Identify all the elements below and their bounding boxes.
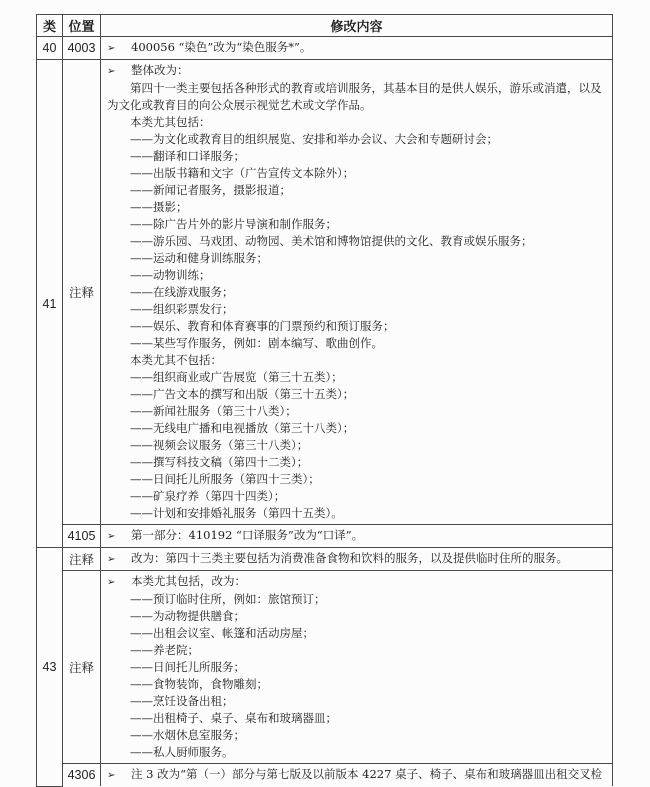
- content-line: ——私人厨师服务。: [130, 745, 234, 759]
- content-line: 第四十一类主要包括各种形式的教育或培训服务，其基本目的是供人娱乐，游乐或消遣，以及: [130, 81, 602, 95]
- position-cell: 注释: [63, 548, 101, 571]
- content-line: ——养老院；: [130, 643, 199, 657]
- content-line: [107, 766, 606, 784]
- content-line: ——为动物提供膳食；: [130, 609, 245, 623]
- arrow-bullet-icon: ➢: [107, 43, 116, 54]
- table-row: [37, 548, 613, 571]
- class-cell: 43: [37, 548, 63, 787]
- content-line: ——为文化或教育目的组织展览、安排和举办会议、大会和专题研讨会；: [130, 132, 498, 146]
- position-cell: 4105: [63, 525, 101, 548]
- class-cell: 41: [37, 60, 63, 548]
- table-header-row: [37, 15, 613, 37]
- content-line: ——运动和健身训练服务；: [130, 251, 268, 265]
- content-line-text: 改为：第四十三类主要包括为消费准备食物和饮料的服务，以及提供临时住所的服务。: [131, 551, 568, 565]
- content-line: ——计划和安排婚礼服务（第四十五类）。: [130, 506, 343, 520]
- table-row: [37, 764, 613, 787]
- table-row: [37, 525, 613, 548]
- content-line: ——新闻记者服务，摄影报道；: [130, 183, 291, 197]
- content-line: ——预订临时住所，例如：旅馆预订；: [130, 592, 326, 606]
- content-line-text: 整体改为：: [131, 63, 189, 77]
- content-cell: [101, 571, 613, 764]
- content-line: 本类尤其不包括：: [130, 353, 222, 367]
- content-line: ——撰写科技文稿（第四十二类）；: [130, 455, 309, 469]
- column-header-content: 修改内容: [101, 15, 613, 37]
- content-line: ——在线游戏服务；: [130, 285, 234, 299]
- arrow-bullet-icon: ➢: [107, 577, 116, 588]
- content-cell: [101, 60, 613, 525]
- content-line: ——出租会议室、帐篷和活动房屋；: [130, 626, 314, 640]
- column-header-position: 位置: [63, 15, 101, 37]
- content-line: ——水烟休息室服务；: [130, 728, 245, 742]
- position-cell: 4306: [63, 764, 101, 787]
- content-line: ——动物训练；: [130, 268, 211, 282]
- arrow-bullet-icon: ➢: [107, 554, 116, 565]
- content-line: [107, 62, 606, 80]
- position-cell: 注释: [63, 60, 101, 525]
- arrow-bullet-icon: ➢: [107, 66, 116, 77]
- content-line: ——新闻社服务（第三十八类）；: [130, 404, 297, 418]
- amendment-table: [36, 14, 613, 787]
- class-cell: 40: [37, 37, 63, 60]
- content-line-text: 本类尤其包括，改为：: [131, 574, 246, 588]
- content-line: ——日间托儿所服务（第四十三类）；: [130, 472, 320, 486]
- content-line: ——矿泉疗养（第四十四类）；: [130, 489, 286, 503]
- content-line: ——烹饪设备出租；: [130, 694, 234, 708]
- content-line: ——组织彩票发行；: [130, 302, 234, 316]
- content-line: ——某些写作服务，例如：剧本编写、歌曲创作。: [130, 336, 383, 350]
- content-line: ——翻译和口译服务；: [130, 149, 245, 163]
- content-line: ——视频会议服务（第三十八类）；: [130, 438, 309, 452]
- content-line: ——娱乐、教育和体育赛事的门票预约和预订服务；: [130, 319, 395, 333]
- content-cell: [101, 37, 613, 60]
- content-line: [107, 573, 606, 591]
- content-line: ——广告文本的撰写和出版（第三十五类）；: [130, 387, 355, 401]
- content-line-text: 400056 “染色”改为“染色服务*”。: [131, 40, 312, 54]
- content-line-text: 第一部分：410192 “口译服务”改为“口译”。: [131, 528, 364, 542]
- content-line: ——组织商业或广告展览（第三十五类）；: [130, 370, 343, 384]
- content-line: ——出租椅子、桌子、桌布和玻璃器皿；: [130, 711, 337, 725]
- content-cell: [101, 525, 613, 548]
- table-row: [37, 37, 613, 60]
- content-line: ——摄影；: [130, 200, 188, 214]
- content-line: [107, 550, 606, 568]
- content-line: ——出版书籍和文字（广告宣传文本除外）；: [130, 166, 355, 180]
- content-line-text: 注 3 改为“第（一）部分与第七版及以前版本 4227 桌子、椅子、桌布和玻璃器皿出租交叉检: [131, 767, 603, 781]
- content-line: ——游乐园、马戏团、动物园、美术馆和博物馆提供的文化、教育或娱乐服务；: [130, 234, 533, 248]
- arrow-bullet-icon: ➢: [107, 770, 116, 781]
- column-header-class: 类: [37, 15, 63, 37]
- content-line: ——无线电广播和电视播放（第三十八类）；: [130, 421, 355, 435]
- content-line: [107, 527, 606, 545]
- content-line: 本类尤其包括：: [130, 115, 211, 129]
- content-line: ——日间托儿所服务；: [130, 660, 245, 674]
- content-line: ——食物装饰，食物雕刻；: [130, 677, 268, 691]
- table-row: [37, 60, 613, 525]
- table-row: [37, 571, 613, 764]
- content-line: ——除广告片外的影片导演和制作服务；: [130, 217, 337, 231]
- position-cell: 注释: [63, 571, 101, 764]
- arrow-bullet-icon: ➢: [107, 531, 116, 542]
- content-cell: [101, 548, 613, 571]
- content-line: [107, 39, 606, 57]
- content-cell: [101, 764, 613, 787]
- content-line: 为文化或教育目的向公众展示视觉艺术或文学作品。: [107, 98, 372, 112]
- position-cell: 4003: [63, 37, 101, 60]
